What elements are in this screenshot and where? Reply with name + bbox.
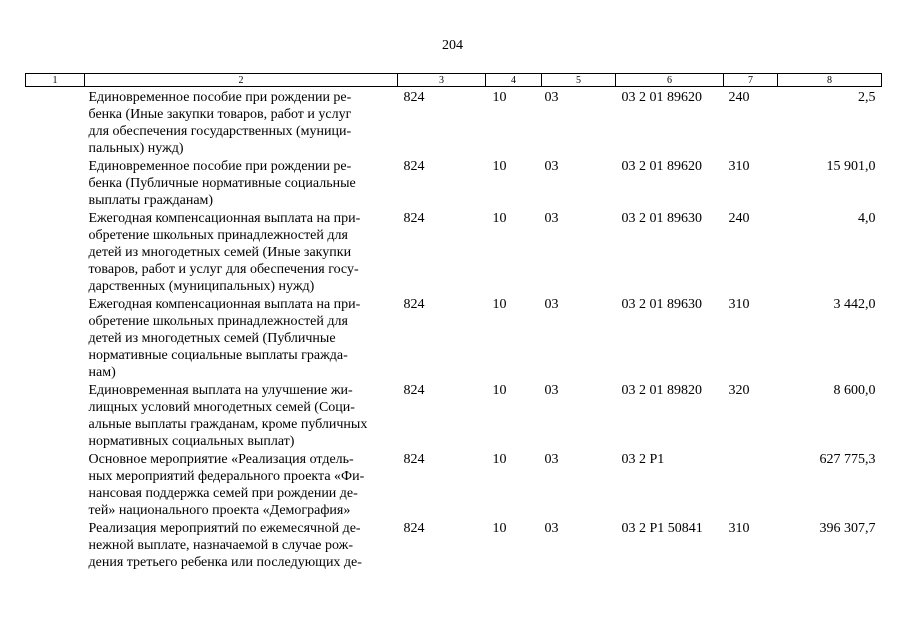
table-row xyxy=(26,519,882,571)
cell-department-code: 824 xyxy=(403,452,425,467)
cell-section-code: 10 xyxy=(492,521,507,536)
cell-expense-type: 240 xyxy=(728,211,750,226)
cell-description: Ежегодная компенсационная выплата на при- обретение школьных принадлежностей для детей из многодетных семей (Публичные нормативные социальные выплаты гражда- нам) xyxy=(88,297,361,380)
cell-subsection-code: 03 xyxy=(544,452,559,467)
table-header xyxy=(26,74,882,87)
table-row xyxy=(26,450,882,519)
cell-target-article: 03 2 Р1 xyxy=(621,452,665,467)
cell-description: Единовременное пособие при рождении ре- бенка (Публичные нормативные социальные выплаты гражданам) xyxy=(88,159,356,208)
cell-amount: 15 901,0 xyxy=(826,159,876,174)
column-number-7: 7 xyxy=(724,74,778,87)
column-number-row xyxy=(26,74,882,87)
cell-department-code: 824 xyxy=(403,383,425,398)
cell-department-code: 824 xyxy=(403,521,425,536)
table-row xyxy=(26,295,882,381)
cell-empty xyxy=(26,295,85,381)
cell-section-code: 10 xyxy=(492,383,507,398)
cell-empty xyxy=(26,157,85,209)
cell-amount: 2,5 xyxy=(858,90,876,105)
cell-expense-type: 310 xyxy=(728,521,750,536)
cell-description: Единовременная выплата на улучшение жи- лищных условий многодетных семей (Соци- альные выплаты гражданам, кроме публичных нормативных социальных выплат) xyxy=(88,383,368,449)
cell-section-code: 10 xyxy=(492,297,507,312)
cell-description: Ежегодная компенсационная выплата на при- обретение школьных принадлежностей для детей из многодетных семей (Иные закупки товаров, работ и услуг для обеспечения госу- дарственных (муниципальных) нужд) xyxy=(88,211,361,294)
table-row xyxy=(26,87,882,158)
cell-empty xyxy=(26,519,85,571)
cell-section-code: 10 xyxy=(492,159,507,174)
cell-subsection-code: 03 xyxy=(544,383,559,398)
cell-section-code: 10 xyxy=(492,452,507,467)
cell-target-article: 03 2 01 89630 xyxy=(621,211,702,226)
column-number-3: 3 xyxy=(398,74,486,87)
column-number-2: 2 xyxy=(85,74,398,87)
table-row xyxy=(26,381,882,450)
column-number-1: 1 xyxy=(26,74,85,87)
cell-department-code: 824 xyxy=(403,297,425,312)
cell-target-article: 03 2 01 89620 xyxy=(621,159,702,174)
cell-subsection-code: 03 xyxy=(544,297,559,312)
cell-description: Единовременное пособие при рождении ре- бенка (Иные закупки товаров, работ и услуг для обеспечения государственных (муници- пальных) нужд) xyxy=(88,90,352,156)
cell-amount: 627 775,3 xyxy=(819,452,876,467)
cell-target-article: 03 2 Р1 50841 xyxy=(621,521,703,536)
cell-subsection-code: 03 xyxy=(544,159,559,174)
cell-department-code: 824 xyxy=(403,90,425,105)
table-body xyxy=(26,87,882,572)
cell-expense-type: 310 xyxy=(728,297,750,312)
cell-empty xyxy=(26,209,85,295)
cell-target-article: 03 2 01 89630 xyxy=(621,297,702,312)
column-number-4: 4 xyxy=(486,74,542,87)
cell-amount: 4,0 xyxy=(858,211,876,226)
cell-description: Основное мероприятие «Реализация отдель- ных мероприятий федерального проекта «Фи- нансовая поддержка семей при рождении де- тей» национального проекта «Демография» xyxy=(88,452,365,518)
column-number-5: 5 xyxy=(542,74,616,87)
column-number-6: 6 xyxy=(616,74,724,87)
budget-table xyxy=(25,73,882,571)
cell-section-code: 10 xyxy=(492,90,507,105)
cell-empty xyxy=(26,381,85,450)
table-row xyxy=(26,157,882,209)
cell-expense-type xyxy=(724,450,778,519)
cell-target-article: 03 2 01 89620 xyxy=(621,90,702,105)
cell-amount: 396 307,7 xyxy=(819,521,876,536)
cell-department-code: 824 xyxy=(403,211,425,226)
cell-subsection-code: 03 xyxy=(544,211,559,226)
column-number-8: 8 xyxy=(778,74,882,87)
cell-expense-type: 240 xyxy=(728,90,750,105)
cell-subsection-code: 03 xyxy=(544,521,559,536)
cell-empty xyxy=(26,450,85,519)
cell-amount: 8 600,0 xyxy=(833,383,876,398)
table-row xyxy=(26,209,882,295)
cell-target-article: 03 2 01 89820 xyxy=(621,383,702,398)
cell-expense-type: 320 xyxy=(728,383,750,398)
page-number: 204 xyxy=(442,38,463,53)
cell-amount: 3 442,0 xyxy=(833,297,876,312)
cell-department-code: 824 xyxy=(403,159,425,174)
cell-description: Реализация мероприятий по ежемесячной де- нежной выплате, назначаемой в случае рож- дения третьего ребенка или последующих де- xyxy=(88,521,362,570)
cell-subsection-code: 03 xyxy=(544,90,559,105)
cell-expense-type: 310 xyxy=(728,159,750,174)
cell-empty xyxy=(26,87,85,158)
cell-section-code: 10 xyxy=(492,211,507,226)
